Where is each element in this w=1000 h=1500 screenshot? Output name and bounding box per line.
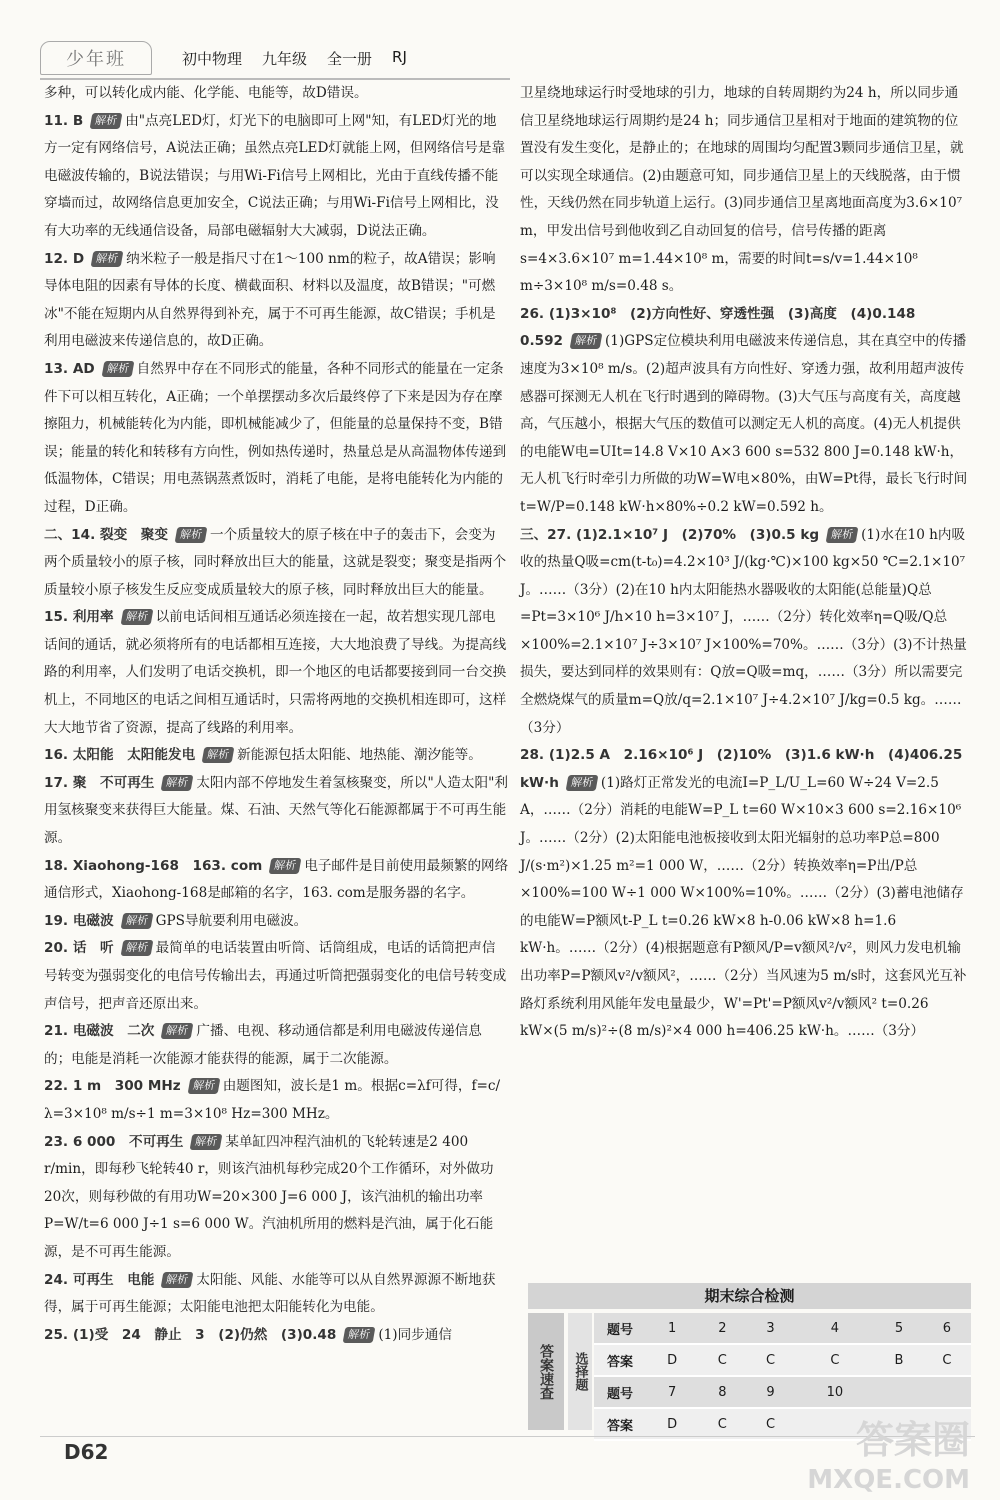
watermark-text: 答案圈	[855, 1418, 970, 1462]
analysis-badge: 解析	[161, 775, 194, 791]
header-edition: RJ	[392, 47, 407, 66]
left-column	[44, 80, 509, 1349]
answer-table-cell	[875, 1376, 923, 1408]
question-number: 21. 电磁波 二次	[44, 1023, 155, 1040]
answer-entry	[44, 1018, 509, 1073]
answer-table-cell: B	[875, 1344, 923, 1376]
answer-explanation: 太阳能、风能、水能等可以从自然界源源不断地获得，属于可再生能源；太阳能电池把太阳能转化为电能。	[44, 1271, 496, 1316]
analysis-badge: 解析	[175, 527, 208, 543]
question-number: 11. B	[44, 112, 84, 129]
answer-entry	[520, 522, 970, 743]
answer-explanation: 某单缸四冲程汽油机的飞轮转速是2 400 r/min，即每秒飞轮转40 r，则该汽油机每秒完成20个工作循环，对外做功20次，则每秒做的有用功W=20×300 J=6 000 J，该汽油机的输出功率P=W/t=6 000 J÷1 s=6 000 W。汽油机所用的燃料是汽油，属于化石能源，是不可再生能源。	[44, 1133, 494, 1260]
answer-explanation: 多种，可以转化成内能、化学能、电能等，故D错误。	[44, 85, 368, 101]
choice-question-label: 选择题	[568, 1313, 592, 1430]
analysis-badge: 解析	[161, 1272, 194, 1288]
answer-table-cell: C	[923, 1344, 971, 1376]
question-number: 12. D	[44, 250, 85, 267]
analysis-badge: 解析	[161, 1023, 194, 1039]
answer-explanation: 太阳内部不停地发生着氢核聚变，所以"人造太阳"利用氢核聚变来获得巨大能量。煤、石油、天然气等化石能源都属于不可再生能源。	[44, 774, 508, 847]
question-number: 16. 太阳能 太阳能发电	[44, 747, 196, 764]
answer-table-cell: C	[698, 1408, 746, 1440]
answer-entry	[520, 80, 970, 301]
question-number: 18. Xiaohong-168 163. com	[44, 857, 263, 874]
analysis-badge: 解析	[120, 940, 153, 956]
answer-entry	[44, 1073, 509, 1128]
page-header	[40, 40, 520, 76]
answer-entry	[44, 908, 509, 936]
answer-table-row	[594, 1344, 971, 1376]
answer-explanation: 由"点亮LED灯，灯光下的电脑即可上网"知，有LED灯光的地方一定有网络信号，A说法正确；虽然点亮LED灯就能上网，但网络信号是靠电磁波传输的，B说法错误；与用Wi-Fi信号上网相比，光由于直线传播不能穿墙而过，故网络信息更加安全，C说法正确；与用Wi-Fi信号上网相比，没有大功率的无线通信设备，局部电磁辐射大大减弱，D说法正确。	[44, 112, 506, 239]
header-grade: 九年级	[262, 49, 308, 68]
answer-explanation: (1)GPS定位模块利用电磁波来传递信息，其在真空中的传播速度为3×10⁸ m/s。(2)超声波具有方向性好、穿透力强，故利用超声波传感器可探测无人机在飞行时遇到的障碍物。(3)大气压与高度有关，高度越高，气压越小，根据大气压的数值可以测定无人机的高度。(4)无人机提供的电能W电=UIt=14.8 V×10 A×3 600 s=532 800 J=0.148 kW·h，无人机飞行时牵引力所做的功W=W电×80%，由W=Pt得，最长飞行时间t=W/P=0.148 kW·h×80%÷0.2 kW=0.592 h。	[520, 333, 968, 515]
answer-explanation: (1)路灯正常发光的电流I=P_L/U_L=60 W÷24 V=2.5 A，……（2分）消耗的电能W=P_L t=60 W×10×3 600 s=2.16×10⁶ J。……（2分）(2)太阳能电池板接收到太阳光辐射的总功率P总=800 J/(s·m²)×1.25 m²=1 000 W，……（2分）转换效率η=P出/P总×100%=100 W÷1 000 W×100%=10%。……（2分）(3)蓄电池储存的电能W=P额风t-P_L t=0.26 kW×8 h-0.06 kW×8 h=1.6 kW·h。……（2分）(4)根据题意有P额风/P=v额风²/v²，则风力发电机输出功率P=P额风v²/v额风²，……（2分）当风速为5 m/s时，这套风光互补路灯系统利用风能年发电量最少，W'=Pt'=P额风v²/v额风² t=0.26 kW×(5 m/s)²÷(8 m/s)²×4 000 h=406.25 kW·h。……（3分）	[520, 774, 967, 1040]
answer-table-cell: 6	[923, 1313, 971, 1344]
answer-explanation: 新能源包括太阳能、地热能、潮汐能等。	[237, 747, 482, 764]
answer-quick-check-label: 答案速查	[528, 1313, 564, 1430]
answer-table-cell: C	[746, 1408, 794, 1440]
answer-table-row	[594, 1313, 971, 1344]
answer-table-cell: 4	[795, 1313, 876, 1344]
answer-table-row	[594, 1376, 971, 1408]
question-number: 22. 1 m 300 MHz	[44, 1078, 181, 1095]
analysis-badge: 解析	[120, 913, 153, 929]
answer-entry	[44, 246, 509, 356]
answer-entry	[44, 80, 509, 108]
answer-entry	[44, 1322, 509, 1350]
header-volume: 全一册	[327, 49, 373, 68]
answer-explanation: 电子邮件是目前使用最频繁的网络通信形式，Xiaohong-168是邮箱的名字，163. com是服务器的名字。	[44, 857, 509, 902]
answer-table-cell: 8	[698, 1376, 746, 1408]
answer-entry	[44, 742, 509, 770]
answer-entry	[44, 853, 509, 908]
answer-entry	[44, 1129, 509, 1267]
answer-table-cell: C	[795, 1344, 876, 1376]
analysis-badge: 解析	[187, 1078, 220, 1094]
answer-explanation: 卫星绕地球运行时受地球的引力，地球的自转周期约为24 h，所以同步通信卫星绕地球运行周期约是24 h；同步通信卫星相对于地面的建筑物的位置没有发生变化，是静止的；在地球的周围均匀配置3颗同步通信卫星，就可以实现全球通信。(2)由题意可知，同步通信卫星上的天线脱落，由于惯性，天线仍然在同步轨道上运行。(3)同步通信卫星离地面高度为3.6×10⁷ m，甲发出信号到他收到乙自动回复的信号，信号传播的距离s=4×3.6×10⁷ m=1.44×10⁸ m，需要的时间t=s/v=1.44×10⁸ m÷3×10⁸ m/s=0.48 s。	[520, 85, 964, 295]
question-number: 28. (1)2.5 A 2.16×10⁶ J (2)10% (3)1.6 kW·h (4)406.25 kW·h	[520, 747, 963, 791]
question-number: 26. (1)3×10⁸ (2)方向性好、穿透性强 (3)高度 (4)0.148 0.592	[520, 305, 929, 350]
answer-entry	[44, 604, 509, 742]
question-number: 三、27. (1)2.1×10⁷ J (2)70% (3)0.5 kg	[520, 526, 820, 543]
answer-table-cell: D	[646, 1408, 698, 1440]
final-exam-title: 期末综合检测	[528, 1283, 971, 1309]
answer-table-cell: C	[746, 1344, 794, 1376]
question-number: 15. 利用率	[44, 609, 114, 626]
answer-explanation: (1)同步通信	[378, 1326, 452, 1343]
answer-table-cell: 1	[646, 1313, 698, 1344]
analysis-badge: 解析	[269, 858, 302, 874]
analysis-badge: 解析	[565, 775, 598, 791]
answer-table-cell: 2	[698, 1313, 746, 1344]
answer-explanation: 广播、电视、移动通信都是利用电磁波传递信息的；电能是消耗一次能源才能获得的能源，属于二次能源。	[44, 1023, 482, 1067]
question-number: 17. 聚 不可再生	[44, 774, 155, 791]
answer-table-cell: C	[698, 1344, 746, 1376]
question-number: 24. 可再生 电能	[44, 1271, 155, 1288]
answer-explanation: 自然界中存在不同形式的能量，各种不同形式的能量在一定条件下可以相互转化，A正确；一个单摆摆动多次后最终停了下来是因为存在摩擦阻力，机械能转化为内能，即机械能减少了，但能量的总量保持不变，B错误；能量的转化和转移有方向性，例如热传递时，热量总是从高温物体传递到低温物体，C错误；用电蒸锅蒸煮饭时，消耗了电能，是将电能转化为内能的过程，D正确。	[44, 360, 507, 515]
answer-explanation: 最简单的电话装置由听筒、话筒组成，电话的话筒把声信号转变为强弱变化的电信号传输出去，再通过听筒把强弱变化的电信号转变成声信号，把声音还原出来。	[44, 940, 507, 1012]
answer-table-row-label: 答案	[594, 1344, 646, 1376]
question-number: 二、14. 裂变 聚变	[44, 526, 168, 543]
analysis-badge: 解析	[190, 1134, 223, 1150]
answer-table-cell	[923, 1376, 971, 1408]
question-number: 19. 电磁波	[44, 912, 114, 929]
question-number: 13. AD	[44, 360, 95, 377]
answer-entry	[520, 742, 970, 1046]
analysis-badge: 解析	[101, 361, 134, 377]
answer-table-cell: 9	[746, 1376, 794, 1408]
answer-entry	[520, 301, 970, 522]
answer-table-cell: 5	[875, 1313, 923, 1344]
brand-logo: 少年班	[40, 41, 152, 75]
answer-entry	[44, 935, 509, 1018]
analysis-badge: 解析	[91, 251, 124, 267]
analysis-badge: 解析	[202, 747, 235, 763]
analysis-badge: 解析	[120, 609, 153, 625]
header-subject: 初中物理	[182, 49, 243, 68]
watermark	[807, 1420, 970, 1500]
analysis-badge: 解析	[570, 333, 603, 349]
question-number: 23. 6 000 不可再生	[44, 1133, 184, 1150]
answer-quick-check	[528, 1313, 971, 1433]
analysis-badge: 解析	[826, 527, 859, 543]
question-number: 25. (1)受 24 静止 3 (2)仍然 (3)0.48	[44, 1326, 337, 1343]
answer-explanation: 以前电话间相互通话必须连接在一起，故若想实现几部电话间的通话，就必须将所有的电话都相互连接，大大地浪费了导线。为提高线路的利用率，人们发明了电话交换机，即一个地区的电话都要接到同一台交换机上，不同地区的电话之间相互通话时，只需将两地的交换机相连即可，这样大大地节省了资源，提高了线路的利用率。	[44, 609, 507, 736]
answer-table-cell: 7	[646, 1376, 698, 1408]
answer-explanation: 由题图知，波长是1 m。根据c=λf可得，f=c/λ=3×10⁸ m/s÷1 m=3×10⁸ Hz=300 MHz。	[44, 1078, 501, 1122]
answer-table-row-label: 题号	[594, 1376, 646, 1408]
answer-entry	[44, 522, 509, 605]
answer-explanation: GPS导航要利用电磁波。	[155, 912, 308, 929]
answer-entry	[44, 1267, 509, 1322]
analysis-badge: 解析	[343, 1327, 376, 1343]
answer-table-row-label: 答案	[594, 1408, 646, 1440]
answer-entry	[44, 770, 509, 853]
right-column	[520, 80, 970, 1046]
answer-table-cell: D	[646, 1344, 698, 1376]
answer-explanation: 一个质量较大的原子核在中子的轰击下，会变为两个质量较小的原子核，同时释放出巨大的能量，这就是裂变；聚变是指两个质量较小原子核发生反应变成质量较大的原子核，同时释放出巨大的能量。	[44, 526, 507, 598]
answer-table-cell: 10	[795, 1376, 876, 1408]
watermark-url: MXQE.COM	[807, 1465, 970, 1495]
question-number: 20. 话 听	[44, 940, 114, 957]
page-number: D62	[64, 1440, 109, 1464]
answer-entry	[44, 356, 509, 522]
header-info	[182, 48, 407, 69]
answer-table-row-label: 题号	[594, 1313, 646, 1344]
answer-entry	[44, 108, 509, 246]
answer-table-cell: 3	[746, 1313, 794, 1344]
answer-explanation: (1)水在10 h内吸收的热量Q吸=cm(t-t₀)=4.2×10³ J/(kg·℃)×100 kg×50 ℃=2.1×10⁷ J。……（3分）(2)在10 h内太阳能热水器吸收的太阳能(总能量)Q总=Pt=3×10⁶ J/h×10 h=3×10⁷ J，……（2分）转化效率η=Q吸/Q总×100%=2.1×10⁷ J÷3×10⁷ J×100%=70%。……（3分）(3)不计热量损失，要达到同样的效果则有：Q放=Q吸=mq，……（3分）所以需要完全燃烧煤气的质量m=Q放/q=2.1×10⁷ J÷4.2×10⁷ J/kg=0.5 kg。……（3分）	[520, 526, 967, 736]
answer-explanation: 纳米粒子一般是指尺寸在1～100 nm的粒子，故A错误；影响导体电阻的因素有导体的长度、横截面积、材料以及温度，故B错误；"可燃冰"不能在短期内从自然界得到补充，属于不可再生能源，故C错误；手机是利用电磁波来传递信息的，故D正确。	[44, 250, 496, 350]
analysis-badge: 解析	[90, 113, 123, 129]
